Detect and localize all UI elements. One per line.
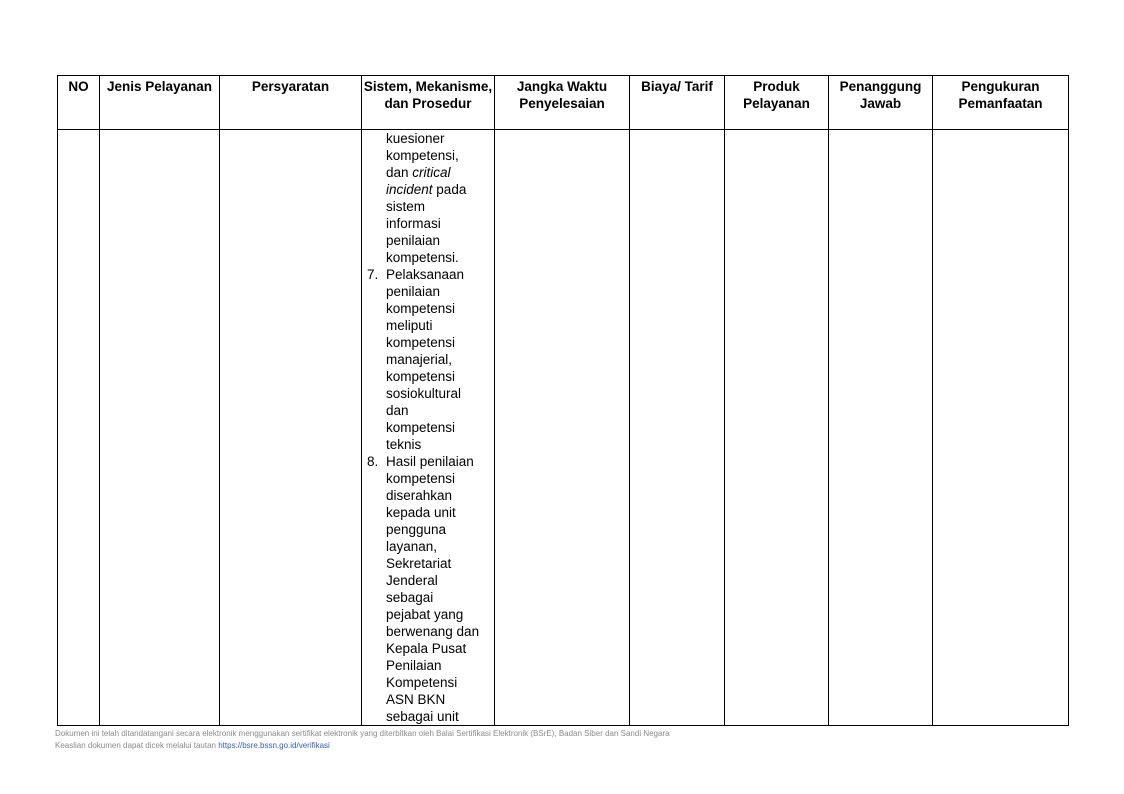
procedure-line [362,266,494,283]
procedure-step-number: 8. [367,454,379,469]
procedure-text-segment: informasi [386,216,441,231]
procedure-step-number: 7. [367,267,379,282]
procedure-text-segment: sistem [386,199,426,214]
procedure-line [362,470,494,487]
procedure-text-segment: kompetensi. [386,250,459,265]
procedure-text [386,572,438,589]
procedure-text [386,198,425,215]
procedure-text-segment: manajerial, [386,352,453,367]
procedure-text [386,504,456,521]
footer-verification-note [55,741,330,750]
procedure-text-segment: Jenderal [386,573,438,588]
procedure-text-segment: Penilaian [386,658,442,673]
procedure-text-segment: kuesioner [386,131,445,146]
procedure-text [386,334,455,351]
procedure-line [362,368,494,385]
procedure-line [362,691,494,708]
header-produk-pelayanan: Produk Pelayanan [725,76,829,130]
header-jangka-waktu: Jangka Waktu Penyelesaian [495,76,630,130]
procedure-line [362,232,494,249]
procedure-text [386,674,457,691]
procedure-text [386,453,474,470]
procedure-text-segment: ASN BKN [386,692,446,707]
procedure-term-italic: incident [386,182,433,197]
procedure-line [362,147,494,164]
procedure-text [386,385,461,402]
procedure-text-segment: kompetensi, [386,148,459,163]
procedure-text-segment: kepada unit [386,505,456,520]
cell-persyaratan [220,130,362,726]
procedure-text-segment: kompetensi [386,369,456,384]
procedure-text-segment: Hasil penilaian [386,454,474,469]
header-jenis-pelayanan: Jenis Pelayanan [100,76,220,130]
procedure-text [386,623,479,640]
cell-biaya-tarif [630,130,725,726]
procedure-line [362,198,494,215]
procedure-line [362,606,494,623]
procedure-text [386,181,466,198]
cell-no [58,130,100,726]
procedure-text [386,164,451,181]
procedure-text [386,266,464,283]
procedure-text [386,351,452,368]
header-no: NO [58,76,100,130]
procedure-text [386,402,409,419]
verification-link[interactable]: https://bsre.bssn.go.id/verifikasi [218,741,330,750]
procedure-line [362,300,494,317]
procedure-line [362,640,494,657]
procedure-text [386,640,466,657]
cell-penanggung-jawab [829,130,933,726]
procedure-text [386,368,455,385]
procedure-line [362,181,494,198]
procedure-text-segment: penilaian [386,284,441,299]
procedure-line [362,589,494,606]
procedure-text-segment: dan [386,403,409,418]
cell-produk-pelayanan [725,130,829,726]
procedure-text [386,419,455,436]
procedure-text-segment: teknis [386,437,422,452]
footer-verification-text: Keaslian dokumen dapat dicek melalui tautan [55,741,219,750]
procedure-term-italic: critical [412,165,451,180]
procedure-text-segment: kompetensi [386,471,456,486]
procedure-line [362,351,494,368]
cell-jenis-pelayanan [100,130,220,726]
procedure-text-segment: layanan, [386,539,438,554]
procedure-text [386,487,452,504]
procedure-text-segment: sebagai unit [386,709,459,724]
procedure-text [386,521,446,538]
service-standard-table [57,75,1069,726]
procedure-text-segment: sosiokultural [386,386,462,401]
procedure-line [362,708,494,725]
procedure-line [362,674,494,691]
procedure-text [386,470,455,487]
procedure-line [362,453,494,470]
procedure-text [386,657,442,674]
header-persyaratan: Persyaratan [220,76,362,130]
procedure-text [386,589,433,606]
procedure-text-segment: Sekretariat [386,556,452,571]
procedure-text-segment: pengguna [386,522,447,537]
procedure-text [386,317,433,334]
header-pengukuran-pemanfaatan: Pengukuran Pemanfaatan [933,76,1069,130]
procedure-text-segment: Kompetensi [386,675,458,690]
procedure-text-segment: diserahkan [386,488,453,503]
procedure-line [362,130,494,147]
procedure-text-segment: kompetensi [386,420,456,435]
header-biaya-tarif: Biaya/ Tarif [630,76,725,130]
procedure-line [362,572,494,589]
table-row [58,130,1069,726]
procedure-text-segment: sebagai [386,590,434,605]
procedure-text [386,283,440,300]
procedure-text [386,215,441,232]
header-row [58,76,1069,130]
procedure-line [362,334,494,351]
procedure-line [362,487,494,504]
procedure-line [362,402,494,419]
procedure-line [362,504,494,521]
procedure-line [362,538,494,555]
header-sistem-mekanisme-prosedur: Sistem, Mekanisme, dan Prosedur [362,76,495,130]
procedure-text [386,147,459,164]
cell-pengukuran-pemanfaatan [933,130,1069,726]
procedure-line [362,555,494,572]
procedure-line [362,164,494,181]
procedure-line [362,436,494,453]
procedure-line [362,623,494,640]
procedure-text-segment: Pelaksanaan [386,267,465,282]
procedure-text-segment: penilaian [386,233,441,248]
procedure-text-segment: pada [432,182,467,197]
procedure-line [362,521,494,538]
procedure-text [386,232,440,249]
procedure-text [386,606,463,623]
procedure-line [362,317,494,334]
cell-jangka-waktu [495,130,630,726]
footer-signature-note: Dokumen ini telah ditandatangani secara elektronik menggunakan sertifikat elektronik yang diterbitkan oleh Balai Sertifikasi Elektronik (BSrE), Badan Siber dan Sandi Negara [55,729,670,738]
procedure-text [386,249,459,266]
procedure-text [386,538,437,555]
procedure-text [386,436,421,453]
procedure-line [362,283,494,300]
procedure-text [386,130,445,147]
procedure-line [362,215,494,232]
procedure-text-segment: kompetensi [386,335,456,350]
cell-sistem-mekanisme-prosedur [362,130,495,726]
procedure-text [386,708,459,725]
procedure-line [362,249,494,266]
procedure-text [386,300,455,317]
procedure-text-segment: dan [386,165,413,180]
procedure-text [386,691,445,708]
procedure-text-segment: meliputi [386,318,433,333]
procedure-text-segment: berwenang dan [386,624,480,639]
procedure-text-segment: Kepala Pusat [386,641,467,656]
header-penanggung-jawab: Penanggung Jawab [829,76,933,130]
procedure-text [386,555,451,572]
procedure-text-segment: kompetensi [386,301,456,316]
procedure-line [362,385,494,402]
procedure-text-segment: pejabat yang [386,607,464,622]
procedure-line [362,419,494,436]
procedure-line [362,657,494,674]
